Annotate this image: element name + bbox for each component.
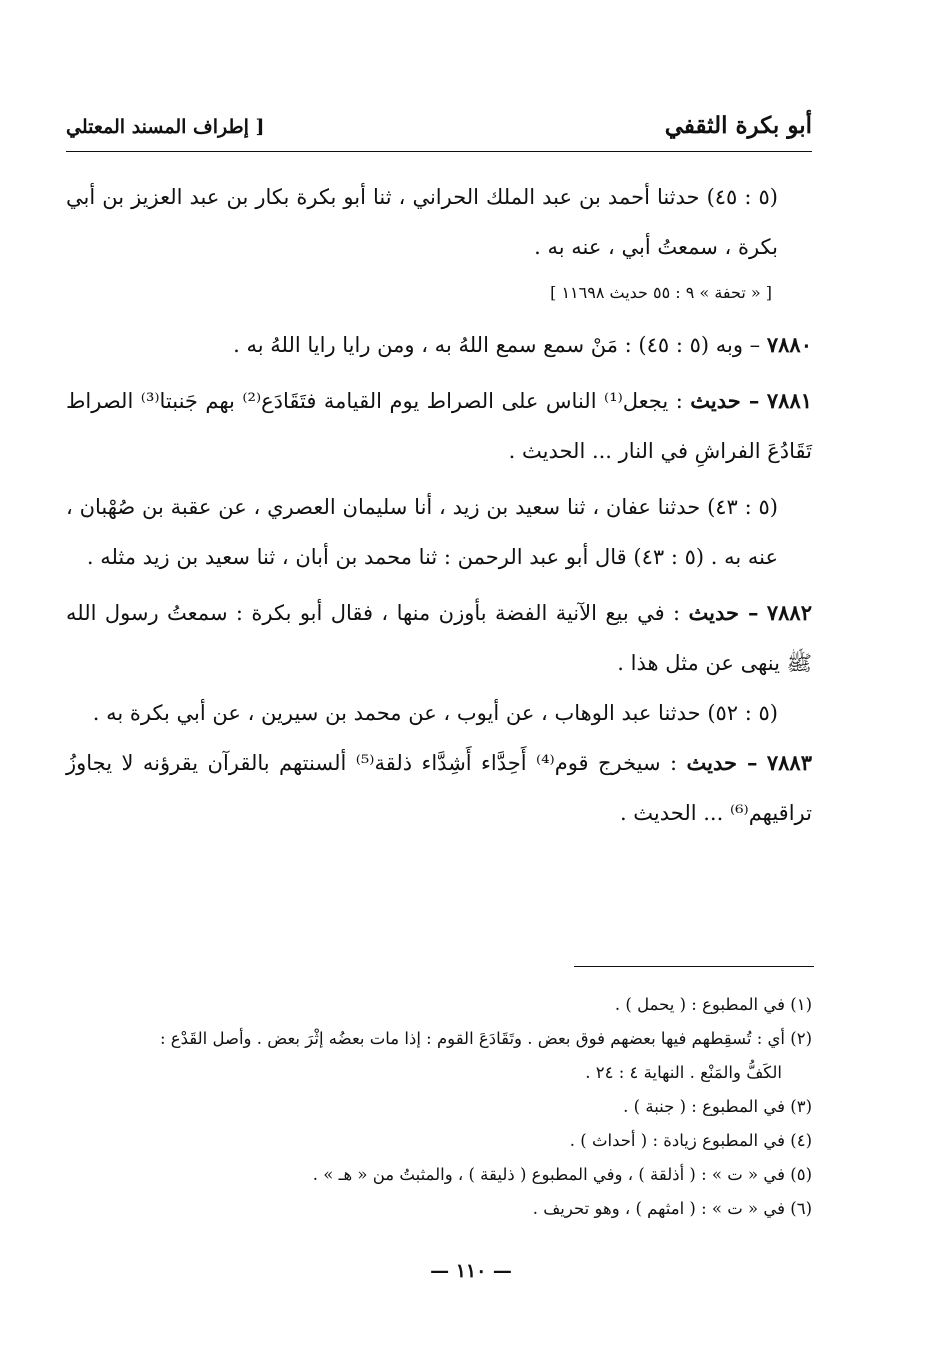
footnote-rule: [574, 966, 814, 967]
footnote-1: (١) في المطبوع : ( يحمل ) .: [614, 995, 812, 1014]
hadith-text: – وبه (٥ : ٤٥) : مَنْ سمع سمع اللهُ به ، ومن رايا رايا اللهُ به .: [233, 333, 761, 357]
header-title: أبو بكرة الثقفي: [664, 112, 812, 139]
header-rule: [66, 151, 812, 152]
hadith-number: ٧٨٨٢: [766, 600, 812, 625]
footnote-4: (٤) في المطبوع زيادة : ( أحداث ) .: [569, 1131, 812, 1150]
footnote-3: (٣) في المطبوع : ( جنبة ) .: [623, 1097, 812, 1116]
hadith-number: ٧٨٨٠: [766, 332, 812, 357]
hadith-7883: [66, 738, 812, 838]
isnad-paragraph: (٥ : ٥٢) حدثنا عبد الوهاب ، عن أيوب ، عن محمد بن سيرين ، عن أبي بكرة به .: [92, 701, 778, 725]
hadith-keyword: – حديث: [686, 750, 758, 775]
running-header: [66, 112, 812, 152]
hadith-text: : في بيع الآنية الفضة بأوزن منها ، فقال أبو بكرة : سمعتُ رسول الله ﷺ ينهى عن مثل هذا .: [66, 601, 812, 675]
hadith-number: ٧٨٨١: [766, 388, 813, 413]
footnotes: [66, 988, 812, 1226]
header-book-title: [ إطراف المسند المعتلي: [66, 116, 265, 138]
footnote-6: (٦) في « ت » : ( امثهم ) ، وهو تحريف .: [532, 1199, 812, 1218]
hadith-7882: [66, 588, 812, 688]
hadith-text: : يجعل⁽¹⁾ الناس على الصراط يوم القيامة فتَقَادَع⁽²⁾ بهم جَنبتا⁽³⁾ الصراط تَقَادُعَ الفراشِ في النار ... الحديث .: [66, 389, 812, 463]
hadith-text: : سيخرج قوم⁽⁴⁾ أَحِدَّاء أَشِدَّاء ذلقة⁽⁵⁾ ألسنتهم بالقرآن يقرؤنه لا يجاوزُ تراقيهم⁽⁶⁾ ... الحديث .: [66, 751, 812, 825]
footnote-5: (٥) في « ت » : ( أذلقة ) ، وفي المطبوع ( ذليقة ) ، والمثبتُ من « هـ » .: [312, 1165, 812, 1184]
isnad-paragraph: (٥ : ٤٣) حدثنا عفان ، ثنا سعيد بن زيد ، أنا سليمان العصري ، عن عقبة بن صُهْبان ، عنه به . (٥ : ٤٣) قال أبو عبد الرحمن : ثنا محمد بن أبان ، ثنا سعيد بن زيد مثله .: [66, 495, 778, 569]
hadith-7880: [66, 320, 812, 370]
hadith-number: ٧٨٨٣: [766, 750, 812, 775]
hadith-keyword: – حديث: [690, 388, 760, 413]
footnote-2-continuation: الكَفُّ والمَنْع . النهاية ٤ : ٢٤ .: [585, 1063, 782, 1082]
hadith-keyword: – حديث: [688, 600, 759, 625]
isnad-paragraph: (٥ : ٤٥) حدثنا أحمد بن عبد الملك الحراني ، ثنا أبو بكرة بكار بن عبد العزيز بن أبي بكرة ، سمعتُ أبي ، عنه به .: [66, 185, 778, 259]
tohfa-reference: [ « تحفة » ٩ : ٥٥ حديث ١١٦٩٨ ]: [550, 283, 772, 302]
main-text: [66, 172, 812, 838]
page-number: — ١١٠ —: [430, 1260, 512, 1282]
hadith-7881: [66, 376, 812, 476]
footnote-2: (٢) أي : تُسقِطهم فيها بعضهم فوق بعض . وتَقَادَعَ القوم : إذا مات بعضُه إثْرَ بعض . وأصل القَدْع :: [159, 1029, 812, 1048]
